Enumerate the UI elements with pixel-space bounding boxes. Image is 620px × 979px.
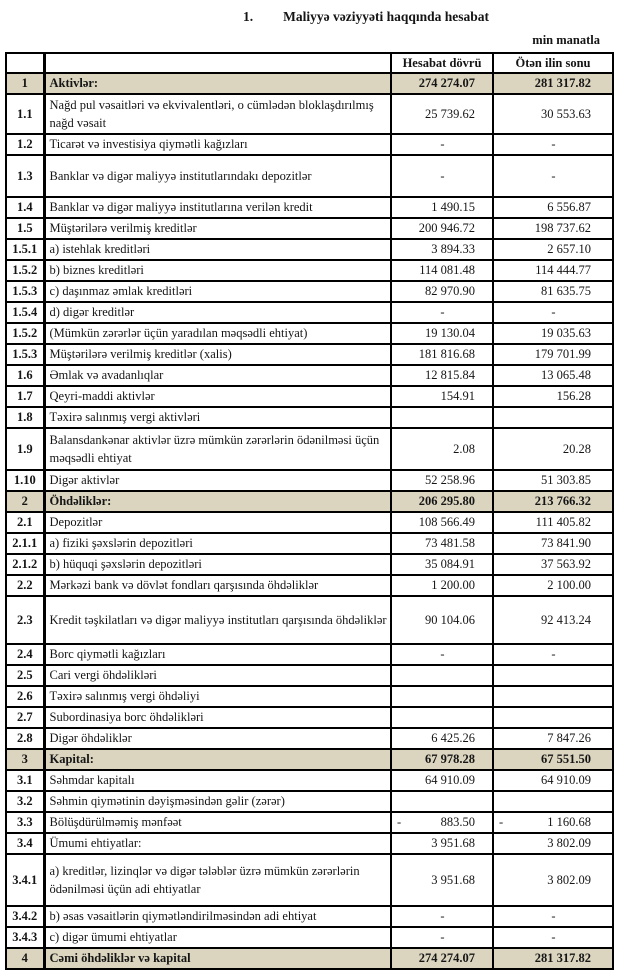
section-row	[6, 948, 613, 969]
value-previous-year-cell: 213 766.32	[493, 491, 613, 512]
table-row	[6, 281, 613, 302]
table-row	[6, 812, 613, 833]
table-row	[6, 927, 613, 948]
row-label-cell: Borc qiymətli kağızları	[44, 644, 391, 665]
value-previous-year-cell: 2 657.10	[493, 239, 613, 260]
value-previous-year-cell: 156.28	[493, 386, 613, 407]
value-previous-year-cell: 81 635.75	[493, 281, 613, 302]
row-number-cell: 1.9	[6, 428, 44, 470]
row-number-cell: 1.5.2	[6, 323, 44, 344]
table-row	[6, 728, 613, 749]
row-label-cell: Ticarət və investisiya qiymətli kağızları	[44, 134, 391, 155]
table-row	[6, 707, 613, 728]
row-label-cell: b) əsas vəsaitlərin qiymətləndirilməsindən adi ehtiyat	[44, 906, 391, 927]
row-label-cell: Nağd pul vəsaitləri və ekvivalentləri, o cümlədən bloklaşdırılmış nağd vəsait	[44, 94, 391, 134]
value-reporting-period-cell: 6 425.26	[391, 728, 493, 749]
value-reporting-period-cell: 25 739.62	[391, 94, 493, 134]
row-number-cell: 1.4	[6, 197, 44, 218]
balance-sheet-table	[5, 52, 614, 970]
value-reporting-period-cell	[391, 686, 493, 707]
row-number-cell: 3.4.1	[6, 854, 44, 906]
row-label-cell: Qeyri-maddi aktivlər	[44, 386, 391, 407]
value-previous-year-cell: 281 317.82	[493, 73, 613, 94]
value-reporting-period-cell	[391, 707, 493, 728]
row-label-cell: Müştərilərə verilmiş kreditlər (xalis)	[44, 344, 391, 365]
value-previous-year-cell: 3 802.09	[493, 833, 613, 854]
table-row	[6, 854, 613, 906]
value-reporting-period-cell: 274 274.07	[391, 948, 493, 969]
row-number-cell: 3.4.3	[6, 927, 44, 948]
value-reporting-period-cell: 35 084.91	[391, 554, 493, 575]
row-label-cell: Subordinasiya borc öhdəlikləri	[44, 707, 391, 728]
row-number-cell: 2.4	[6, 644, 44, 665]
row-label-cell: a) kreditlər, lizinqlər və digər tələblər üzrə mümkün zərərlərin ödənilməsi üçün adi ehtiyatlar	[44, 854, 391, 906]
row-number-cell: 1.5.4	[6, 302, 44, 323]
row-number-cell: 4	[6, 948, 44, 969]
header-reporting-period-cell: Hesabat dövrü	[391, 53, 493, 73]
table-row	[6, 134, 613, 155]
row-number-cell: 1.5.2	[6, 260, 44, 281]
value-previous-year-cell: 2 100.00	[493, 575, 613, 596]
value-reporting-period-cell: 52 258.96	[391, 470, 493, 491]
row-label-cell: Balansdankənar aktivlər üzrə mümkün zərərlərin ödənilməsi üçün məqsədli ehtiyat	[44, 428, 391, 470]
row-label-cell: a) istehlak kreditləri	[44, 239, 391, 260]
value-previous-year-cell: 30 553.63	[493, 94, 613, 134]
row-label-cell: Səhmin qiymətinin dəyişməsindən gəlir (zərər)	[44, 791, 391, 812]
value-reporting-period-cell: 181 816.68	[391, 344, 493, 365]
value-previous-year-cell	[493, 791, 613, 812]
row-number-cell: 2.3	[6, 596, 44, 644]
row-label-cell: c) digər ümumi ehtiyatlar	[44, 927, 391, 948]
value-previous-year-cell: 281 317.82	[493, 948, 613, 969]
row-label-cell: b) biznes kreditləri	[44, 260, 391, 281]
value-previous-year-cell: 92 413.24	[493, 596, 613, 644]
report-title-index: 1.	[243, 9, 254, 24]
row-number-cell: 1.8	[6, 407, 44, 428]
value-reporting-period-cell: 154.91	[391, 386, 493, 407]
value-previous-year-cell: 6 556.87	[493, 197, 613, 218]
value-previous-year-cell: 37 563.92	[493, 554, 613, 575]
value-reporting-period-cell: 3 951.68	[391, 854, 493, 906]
value-previous-year-cell: 20.28	[493, 428, 613, 470]
table-row	[6, 239, 613, 260]
row-number-cell: 2.1.2	[6, 554, 44, 575]
row-number-cell: 3	[6, 749, 44, 770]
value-reporting-period-cell: 3 951.68	[391, 833, 493, 854]
row-label-cell: (Mümkün zərərlər üçün yaradılan məqsədli ehtiyat)	[44, 323, 391, 344]
row-label-cell: Banklar və digər maliyyə institutlarına verilən kredit	[44, 197, 391, 218]
row-number-cell: 1.2	[6, 134, 44, 155]
value-reporting-period-cell: 12 815.84	[391, 365, 493, 386]
table-row	[6, 365, 613, 386]
value-previous-year-cell: -	[493, 302, 613, 323]
value-previous-year-cell: 73 841.90	[493, 533, 613, 554]
table-row	[6, 665, 613, 686]
row-number-cell: 1.6	[6, 365, 44, 386]
value-previous-year-cell: 179 701.99	[493, 344, 613, 365]
table-row	[6, 94, 613, 134]
report-title	[243, 9, 612, 25]
table-body	[6, 73, 613, 969]
table-row	[6, 554, 613, 575]
value-reporting-period-cell: -	[391, 155, 493, 197]
value-reporting-period-cell: 114 081.48	[391, 260, 493, 281]
value-previous-year-cell: 51 303.85	[493, 470, 613, 491]
minus-sign: -	[397, 815, 402, 829]
row-number-cell: 1.3	[6, 155, 44, 197]
row-label-cell: a) fiziki şəxslərin depozitləri	[44, 533, 391, 554]
section-row	[6, 73, 613, 94]
unit-note: min manatla	[532, 33, 600, 47]
row-number-cell: 3.1	[6, 770, 44, 791]
row-number-cell: 1.5.1	[6, 239, 44, 260]
table-row	[6, 344, 613, 365]
value-previous-year-cell: - 1 160.68	[493, 812, 613, 833]
value-reporting-period-cell: 82 970.90	[391, 281, 493, 302]
table-row	[6, 197, 613, 218]
value-reporting-period-cell: -	[391, 927, 493, 948]
row-label-cell: Cari vergi öhdəlikləri	[44, 665, 391, 686]
value-reporting-period-cell: 19 130.04	[391, 323, 493, 344]
row-number-cell: 3.2	[6, 791, 44, 812]
row-number-cell: 2	[6, 491, 44, 512]
row-label-cell: Digər öhdəliklər	[44, 728, 391, 749]
row-label-cell: Depozitlər	[44, 512, 391, 533]
value-reporting-period-cell: -	[391, 302, 493, 323]
row-number-cell: 2.5	[6, 665, 44, 686]
value-previous-year-cell: 7 847.26	[493, 728, 613, 749]
value-reporting-period-cell: 206 295.80	[391, 491, 493, 512]
value-reporting-period-cell: 1 490.15	[391, 197, 493, 218]
table-row	[6, 533, 613, 554]
table-row	[6, 302, 613, 323]
value-previous-year-cell: -	[493, 927, 613, 948]
value-previous-year-cell: 198 737.62	[493, 218, 613, 239]
table-row	[6, 686, 613, 707]
row-number-cell: 3.3	[6, 812, 44, 833]
row-number-cell: 1.5.3	[6, 344, 44, 365]
value-reporting-period-cell: 108 566.49	[391, 512, 493, 533]
value-reporting-period-cell: -	[391, 134, 493, 155]
row-label-cell: Mərkəzi bank və dövlət fondları qarşısında öhdəliklər	[44, 575, 391, 596]
table-row	[6, 155, 613, 197]
section-row	[6, 749, 613, 770]
row-label-cell: Müştərilərə verilmiş kreditlər	[44, 218, 391, 239]
value-previous-year-cell: 114 444.77	[493, 260, 613, 281]
table-header-row	[6, 53, 613, 73]
row-number-cell: 2.2	[6, 575, 44, 596]
value-previous-year-cell: -	[493, 644, 613, 665]
value-previous-year-cell: -	[493, 134, 613, 155]
value-previous-year-cell: 67 551.50	[493, 749, 613, 770]
table-row	[6, 323, 613, 344]
row-label-cell: Cəmi öhdəliklər və kapital	[44, 948, 391, 969]
row-number-cell: 1.7	[6, 386, 44, 407]
row-label-cell: Səhmdar kapitalı	[44, 770, 391, 791]
value-reporting-period-cell	[391, 665, 493, 686]
header-description-cell	[44, 53, 391, 73]
row-label-cell: c) daşınmaz əmlak kreditləri	[44, 281, 391, 302]
table-row	[6, 596, 613, 644]
table-row	[6, 770, 613, 791]
row-number-cell: 2.1.1	[6, 533, 44, 554]
row-label-cell: Əmlak və avadanlıqlar	[44, 365, 391, 386]
row-number-cell: 1	[6, 73, 44, 94]
row-label-cell: Öhdəliklər:	[44, 491, 391, 512]
section-row	[6, 491, 613, 512]
value-previous-year-cell	[493, 686, 613, 707]
value-previous-year-cell: 111 405.82	[493, 512, 613, 533]
header-previous-year-cell: Ötən ilin sonu	[493, 53, 613, 73]
row-number-cell: 2.6	[6, 686, 44, 707]
row-number-cell: 1.1	[6, 94, 44, 134]
row-number-cell: 3.4	[6, 833, 44, 854]
value-reporting-period-cell: 200 946.72	[391, 218, 493, 239]
row-number-cell: 1.5	[6, 218, 44, 239]
value-reporting-period-cell: 73 481.58	[391, 533, 493, 554]
table-row	[6, 470, 613, 491]
table-row	[6, 644, 613, 665]
row-label-cell: Ümumi ehtiyatlar:	[44, 833, 391, 854]
value-reporting-period-cell: -	[391, 906, 493, 927]
row-label-cell: d) digər kreditlər	[44, 302, 391, 323]
report-title-text: Maliyyə vəziyyəti haqqında hesabat	[283, 9, 490, 24]
value-reporting-period-cell: 1 200.00	[391, 575, 493, 596]
row-label-cell: b) hüquqi şəxslərin depozitləri	[44, 554, 391, 575]
value-reporting-period-cell: 2.08	[391, 428, 493, 470]
value-previous-year-cell: -	[493, 155, 613, 197]
value-previous-year-cell	[493, 707, 613, 728]
table-row	[6, 260, 613, 281]
row-label-cell: Digər aktivlər	[44, 470, 391, 491]
row-number-cell: 2.8	[6, 728, 44, 749]
row-label-cell: Təxirə salınmış vergi aktivləri	[44, 407, 391, 428]
value-reporting-period-cell: -	[391, 644, 493, 665]
value-previous-year-cell	[493, 407, 613, 428]
row-label-cell: Təxirə salınmış vergi öhdəliyi	[44, 686, 391, 707]
row-number-cell: 2.1	[6, 512, 44, 533]
value-previous-year-cell: 13 065.48	[493, 365, 613, 386]
row-label-cell: Aktivlər:	[44, 73, 391, 94]
minus-sign: -	[499, 815, 504, 829]
table-row	[6, 791, 613, 812]
value-reporting-period-cell: - 883.50	[391, 812, 493, 833]
value-previous-year-cell: -	[493, 906, 613, 927]
value-reporting-period-cell: 90 104.06	[391, 596, 493, 644]
value-reporting-period-cell	[391, 407, 493, 428]
value-previous-year-cell: 19 035.63	[493, 323, 613, 344]
table-row	[6, 386, 613, 407]
table-row	[6, 428, 613, 470]
value-reporting-period-cell: 67 978.28	[391, 749, 493, 770]
row-number-cell: 1.5.3	[6, 281, 44, 302]
row-label-cell: Banklar və digər maliyyə institutlarındakı depozitlər	[44, 155, 391, 197]
value-reporting-period-cell: 274 274.07	[391, 73, 493, 94]
row-number-cell: 3.4.2	[6, 906, 44, 927]
header-number-cell	[6, 53, 44, 73]
table-row	[6, 575, 613, 596]
row-label-cell: Bölüşdürülməmiş mənfəət	[44, 812, 391, 833]
table-row	[6, 906, 613, 927]
value-previous-year-cell: 3 802.09	[493, 854, 613, 906]
table-row	[6, 218, 613, 239]
row-number-cell: 1.10	[6, 470, 44, 491]
value-reporting-period-cell: 64 910.09	[391, 770, 493, 791]
value-previous-year-cell: 64 910.09	[493, 770, 613, 791]
row-number-cell: 2.7	[6, 707, 44, 728]
value-reporting-period-cell: 3 894.33	[391, 239, 493, 260]
table-row	[6, 407, 613, 428]
table-row	[6, 833, 613, 854]
value-reporting-period-cell	[391, 791, 493, 812]
row-label-cell: Kapital:	[44, 749, 391, 770]
value-previous-year-cell	[493, 665, 613, 686]
table-row	[6, 512, 613, 533]
row-label-cell: Kredit təşkilatları və digər maliyyə institutları qarşısında öhdəliklər	[44, 596, 391, 644]
